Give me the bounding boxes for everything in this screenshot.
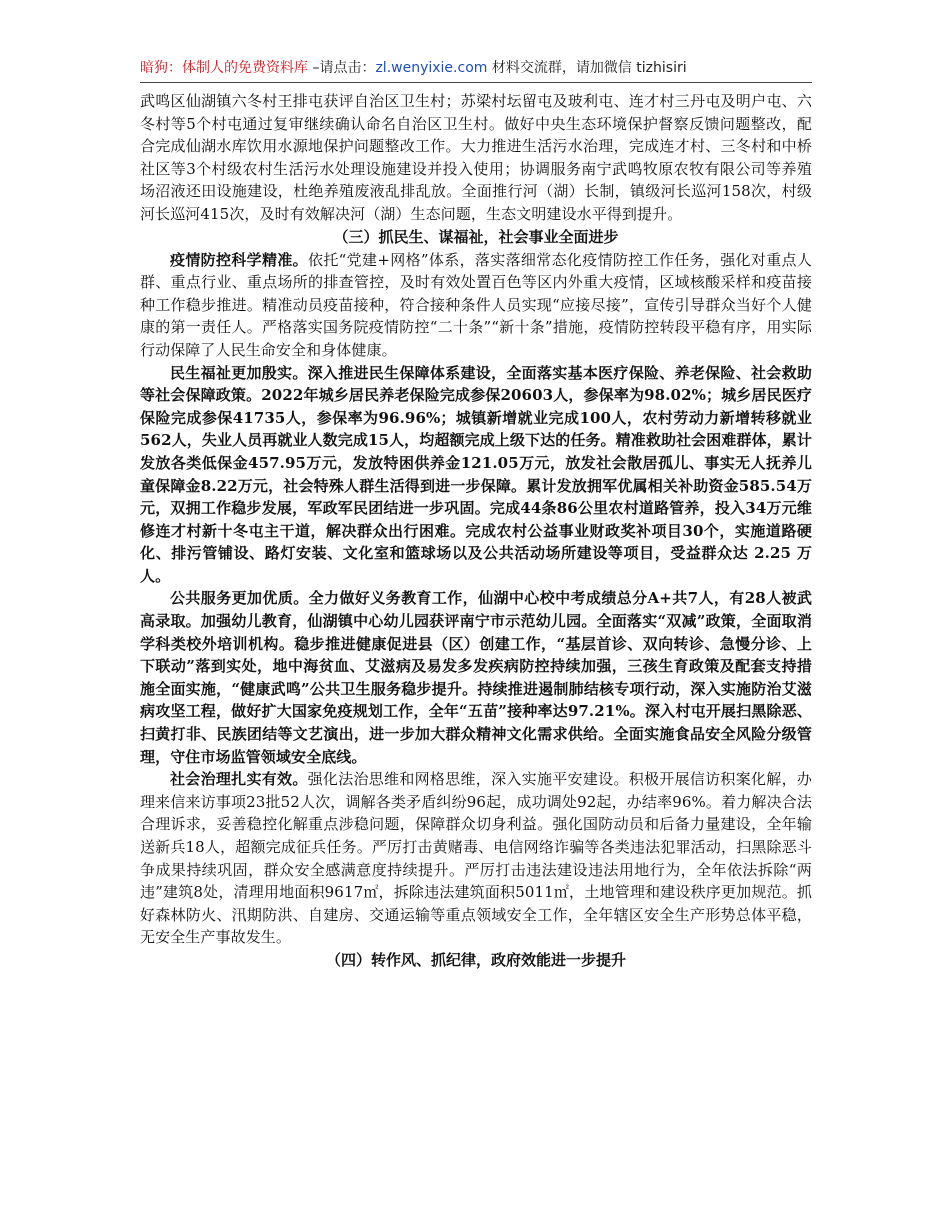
paragraph-governance (140, 768, 812, 949)
paragraph-public-service: 公共服务更加优质。全力做好义务教育工作，仙湖中心校中考成绩总分A+共7人，有28人被武高录取。加强幼儿教育，仙湖镇中心幼儿园获评南宁市示范幼儿园。全面落实“双减”政策，全面取消学科类校外培训机构。稳步推进健康促进县（区）创建工作，“基层首诊、双向转诊、急慢分诊、上下联动”落到实处，地中海贫血、艾滋病及易发多发疾病防控持续加强，三孩生育政策及配套支持措施全面实施，“健康武鸣”公共卫生服务稳步提升。持续推进遏制肺结核专项行动，深入实施防治艾滋病攻坚工程，做好扩大国家免疫规划工作，全年“五苗”接种率达97.21%。深入村屯开展扫黑除恶、扫黄打非、民族团结等文艺演出，进一步加大群众精神文化需求供给。全面实施食品安全风险分级管理，守住市场监管领域安全底线。 (140, 589, 812, 766)
header-link[interactable]: zl.wenyixie.com (375, 60, 488, 76)
document-body (140, 90, 812, 972)
header-divider (140, 82, 812, 83)
header-group-note: 材料交流群，请加微信 tizhisiri (487, 60, 687, 76)
paragraph-welfare: 民生福祉更加殷实。深入推进民生保障体系建设，全面落实基本医疗保险、养老保险、社会救助等社会保障政策。2022年城乡居民养老保险完成参保20603人，参保率为98.02%；城乡居民医疗保险完成参保41735人，参保率为96.96%；城镇新增就业完成100人，农村劳动力新增转移就业562人，失业人员再就业人数完成15人，均超额完成上级下达的任务。精准救助社会困难群体，累计发放各类低保金457.95万元，发放特困供养金121.05万元，放发社会散居孤儿、事实无人抚养儿童保障金8.22万元，社会特殊人群生活得到进一步保障。累计发放拥军优属相关补助资金585.54万元，双拥工作稳步发展，军政军民团结进一步巩固。完成44条86公里农村道路管养，投入34万元维修连才村新十冬屯主干道，解决群众出行困难。完成农村公益事业财政奖补项目30个，实施道路硬化、排污管铺设、路灯安装、文化室和篮球场以及公共活动场所建设等项目，受益群众达 2.25 万人。 (140, 363, 812, 585)
header-separator: –请点击： (308, 60, 376, 76)
page-header (140, 56, 820, 80)
paragraph-ecology: 武鸣区仙湖镇六冬村王排屯获评自治区卫生村；苏梁村坛留屯及玻利屯、连才村三丹屯及明户屯、六冬村等5个村屯通过复审继续确认命名自治区卫生村。做好中央生态环境保护督察反馈问题整改，配合完成仙湖水库饮用水源地保护问题整改工作。大力推进生活污水治理，完成连才村、三冬村和中桥社区等3个村级农村生活污水处理设施建设并投入使用；协调服务南宁武鸣牧原农牧有限公司等养殖场沼液还田设施建设，杜绝养殖废液乱排乱放。全面推行河（湖）长制，镇级河长巡河158次，村级河长巡河415次，及时有效解决河（湖）生态问题，生态文明建设水平得到提升。 (140, 92, 812, 223)
header-brand: 暗狗：体制人的免费资料库 (140, 60, 308, 76)
section-heading-4: （四）转作风、抓纪律，政府效能进一步提升 (325, 950, 626, 969)
paragraph-epidemic (140, 249, 812, 362)
paragraph-governance-lead: 社会治理扎实有效。 (170, 770, 308, 789)
section-heading-3: （三）抓民生、谋福祉，社会事业全面进步 (333, 227, 619, 246)
paragraph-epidemic-body: 依托“党建+网格”体系，落实落细常态化疫情防控工作任务，强化对重点人群、重点行业、重点场所的排查管控，及时有效处置百色等区内外重大疫情，区域核酸采样和疫苗接种工作稳步推进。精准动员疫苗接种，符合接种条件人员实现“应接尽接”，宣传引导群众当好个人健康的第一责任人。严格落实国务院疫情防控“二十条”“新十条”措施，疫情防控转段平稳有序，用实际行动保障了人民生命安全和身体健康。 (140, 250, 812, 359)
paragraph-epidemic-lead: 疫情防控科学精准。 (170, 250, 308, 269)
paragraph-governance-body: 强化法治思维和网格思维，深入实施平安建设。积极开展信访积案化解，办理来信来访事项23批52人次，调解各类矛盾纠纷96起，成功调处92起，办结率96%。着力解决合法合理诉求，妥善稳控化解重点涉稳问题，保障群众切身利益。强化国防动员和后备力量建设，全年输送新兵18人，超额完成征兵任务。严厉打击黄赌毒、电信网络诈骗等各类违法犯罪活动，扫黑除恶斗争成果持续巩固，群众安全感满意度持续提升。严厉打击违法建设违法用地行为，全年依法拆除“两违”建筑8处，清理用地面积9617㎡，拆除违法建筑面积5011㎡，土地管理和建设秩序更加规范。抓好森林防火、汛期防洪、自建房、交通运输等重点领域安全工作，全年辖区安全生产形势总体平稳，无安全生产事故发生。 (140, 770, 812, 947)
